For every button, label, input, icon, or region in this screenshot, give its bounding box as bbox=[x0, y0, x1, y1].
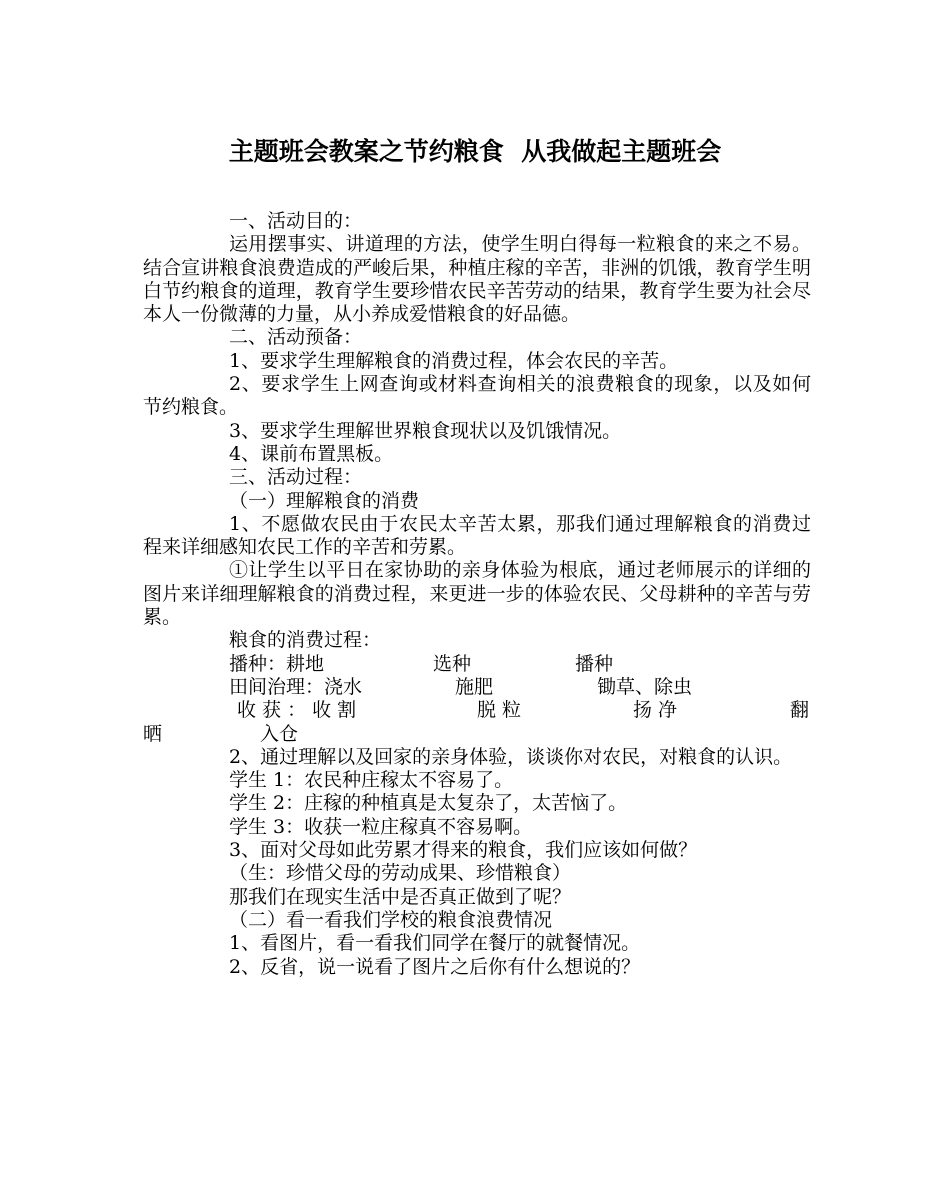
paragraph: 1、不愿做农民由于农民太辛苦太累，那我们通过理解粮食的消费过程来详细感知农民工作的辛苦和劳累。 bbox=[143, 512, 811, 559]
paragraph: 学生 2：庄稼的种植真是太复杂了，太苦恼了。 bbox=[229, 792, 628, 815]
paragraph: 二、活动预备： bbox=[229, 326, 363, 349]
process-step: 选种 bbox=[433, 652, 472, 675]
paragraph: 学生 1：农民种庄稼太不容易了。 bbox=[229, 769, 514, 792]
paragraph: 3、要求学生理解世界粮食现状以及饥饿情况。 bbox=[229, 419, 622, 442]
paragraph: 学生 3：收获一粒庄稼真不容易啊。 bbox=[229, 815, 533, 838]
document-title: 主题班会教案之节约粮食 从我做起主题班会 bbox=[228, 137, 722, 166]
paragraph: 粮食的消费过程： bbox=[229, 629, 382, 652]
paragraph: 2、反省，说一说看了图片之后你有什么想说的？ bbox=[229, 955, 641, 978]
process-step: 翻 bbox=[790, 699, 810, 722]
paragraph: 2、通过理解以及回家的亲身体验，谈谈你对农民，对粮食的认识。 bbox=[229, 745, 793, 768]
paragraph: 3、面对父母如此劳累才得来的粮食，我们应该如何做？ bbox=[229, 839, 698, 862]
process-step: 锄草、除虫 bbox=[597, 675, 693, 698]
process-row-harvest-continued bbox=[143, 723, 811, 746]
process-row-harvest bbox=[143, 699, 811, 722]
process-step: 扬 净 bbox=[633, 699, 678, 722]
document-body bbox=[143, 210, 811, 979]
process-row-field-management bbox=[143, 676, 811, 699]
process-step: 施肥 bbox=[455, 675, 494, 698]
paragraph: 三、活动过程： bbox=[229, 466, 363, 489]
paragraph: 2、要求学生上网查询或材料查询相关的浪费粮食的现象，以及如何节约粮食。 bbox=[143, 373, 811, 419]
process-step: 晒 bbox=[143, 722, 163, 745]
paragraph: （二）看一看我们学校的粮食浪费情况 bbox=[229, 908, 553, 931]
paragraph: （一）理解粮食的消费 bbox=[229, 489, 420, 512]
process-step: 脱 粒 bbox=[477, 699, 522, 722]
process-row-sowing bbox=[143, 653, 811, 676]
process-step: 田间治理：浇水 bbox=[229, 675, 363, 698]
paragraph: 运用摆事实、讲道理的方法，使学生明白得每一粒粮食的来之不易。结合宣讲粮食浪费造成的严峻后果，种植庄稼的辛苦，非洲的饥饿，教育学生明白节约粮食的道理，教育学生要珍惜农民辛苦劳动的结果，教育学生要为社会尽本人一份微薄的力量，从小养成爱惜粮食的好品德。 bbox=[143, 233, 811, 326]
paragraph: 1、看图片，看一看我们同学在餐厅的就餐情况。 bbox=[229, 932, 641, 955]
process-step: 播种：耕地 bbox=[229, 652, 325, 675]
paragraph: ①让学生以平日在家协助的亲身体验为根底，通过老师展示的详细的图片来详细理解粮食的消费过程，来更进一步的体验农民、父母耕种的辛苦与劳累。 bbox=[143, 559, 811, 629]
paragraph: 一、活动目的： bbox=[229, 210, 363, 232]
process-step: 收 获 ： 收 割 bbox=[237, 699, 357, 722]
paragraph: 1、要求学生理解粮食的消费过程，体会农民的辛苦。 bbox=[229, 349, 679, 372]
paragraph: （生：珍惜父母的劳动成果、珍惜粮食） bbox=[229, 862, 572, 885]
process-step: 播种 bbox=[575, 652, 614, 675]
paragraph: 那我们在现实生活中是否真正做到了呢？ bbox=[229, 885, 572, 908]
paragraph: 4、课前布置黑板。 bbox=[229, 442, 394, 465]
process-step: 入仓 bbox=[260, 722, 299, 745]
